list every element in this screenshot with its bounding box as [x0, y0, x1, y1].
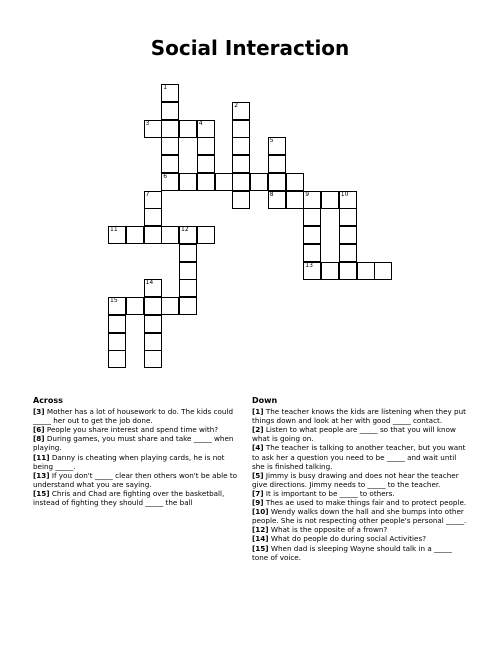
grid-cell[interactable] — [144, 333, 162, 351]
grid-cell[interactable] — [321, 191, 339, 209]
clue-number: 8 — [269, 190, 274, 198]
grid-cell[interactable] — [357, 262, 375, 280]
down-clue — [252, 525, 467, 534]
across-clue — [33, 434, 245, 452]
grid-cell[interactable] — [232, 102, 250, 120]
down-heading: Down — [252, 396, 278, 405]
grid-cell[interactable] — [144, 279, 162, 297]
clue-number: 1 — [163, 84, 168, 91]
grid-cell[interactable] — [179, 279, 197, 297]
grid-cell[interactable] — [179, 226, 197, 244]
clue-number-label: [5] — [252, 470, 264, 480]
down-clue — [252, 471, 467, 489]
grid-cell[interactable] — [232, 137, 250, 155]
grid-cell[interactable] — [161, 173, 179, 191]
grid-cell[interactable] — [126, 226, 144, 244]
grid-cell[interactable] — [232, 191, 250, 209]
grid-cell[interactable] — [179, 120, 197, 138]
clue-number-label: [2] — [252, 425, 264, 435]
grid-cell[interactable] — [108, 333, 126, 351]
grid-cell[interactable] — [232, 120, 250, 138]
grid-cell[interactable] — [339, 244, 357, 262]
across-clue — [33, 453, 245, 471]
across-clue — [33, 471, 245, 489]
down-clue-list — [252, 407, 467, 562]
grid-cell[interactable] — [268, 137, 286, 155]
grid-cell[interactable] — [126, 297, 144, 315]
grid-cell[interactable] — [232, 155, 250, 173]
grid-cell[interactable] — [179, 173, 197, 191]
grid-cell[interactable] — [339, 262, 357, 280]
across-clue — [33, 425, 245, 434]
clue-text: If you don't _____ clear then others won't be able to understand what you are saying. — [33, 470, 238, 489]
grid-cell[interactable] — [144, 208, 162, 226]
grid-cell[interactable] — [144, 315, 162, 333]
grid-cell[interactable] — [268, 155, 286, 173]
grid-cell[interactable] — [108, 226, 126, 244]
clue-text: The teacher is talking to another teacher, but you want to ask her a question you need to be _____ and wait until she is finished talking. — [252, 443, 466, 471]
clue-number-label: [14] — [252, 534, 269, 544]
puzzle-title: Social Interaction — [150, 36, 350, 60]
grid-cell[interactable] — [303, 191, 321, 209]
grid-cell[interactable] — [250, 173, 268, 191]
grid-cell[interactable] — [161, 297, 179, 315]
grid-cell[interactable] — [303, 208, 321, 226]
clue-number: 13 — [305, 261, 313, 269]
grid-cell[interactable] — [161, 120, 179, 138]
grid-cell[interactable] — [179, 244, 197, 262]
down-clue — [252, 507, 467, 525]
down-clue — [252, 425, 467, 443]
grid-cell[interactable] — [374, 262, 392, 280]
grid-cell[interactable] — [144, 120, 162, 138]
grid-cell[interactable] — [161, 102, 179, 120]
clue-number: 3 — [145, 119, 150, 127]
grid-cell[interactable] — [286, 191, 304, 209]
clue-number-label: [4] — [252, 443, 264, 453]
grid-cell[interactable] — [144, 191, 162, 209]
clue-text: Wendy walks down the hall and she bumps into other people. She is not respecting other people's personal _____. — [252, 507, 467, 526]
clue-number-label: [1] — [252, 407, 264, 417]
grid-cell[interactable] — [339, 191, 357, 209]
clue-text: What is the opposite of a frown? — [268, 525, 388, 535]
grid-cell[interactable] — [161, 226, 179, 244]
clue-text: Thes ae used to make things fair and to protect people. — [263, 498, 467, 508]
grid-cell[interactable] — [197, 137, 215, 155]
clue-number: 7 — [145, 190, 150, 198]
grid-cell[interactable] — [215, 173, 233, 191]
clue-number-label: [3] — [33, 407, 45, 417]
clue-text: Danny is cheating when playing cards, he is not being _____. — [33, 452, 225, 471]
clue-text: During games, you must share and take _____ when playing. — [33, 434, 234, 453]
down-clue — [252, 407, 467, 425]
clue-number-label: [6] — [33, 425, 45, 435]
clue-number: 9 — [305, 190, 310, 198]
grid-cell[interactable] — [197, 173, 215, 191]
clue-number-label: [15] — [252, 543, 269, 553]
clue-number-label: [10] — [252, 507, 269, 517]
clue-number: 15 — [110, 297, 118, 304]
grid-cell[interactable] — [179, 297, 197, 315]
clue-number-label: [15] — [33, 488, 50, 498]
grid-cell[interactable] — [179, 262, 197, 280]
clue-number-label: [12] — [252, 525, 269, 535]
clue-number: 5 — [269, 137, 274, 145]
clue-text: It is important to be _____ to others. — [263, 488, 395, 498]
down-clue — [252, 443, 467, 470]
grid-cell[interactable] — [161, 84, 179, 102]
clue-text: Jimmy is busy drawing and does not hear the teacher give directions. Jimmy needs to _____ to the teacher. — [252, 470, 459, 489]
down-clue — [252, 544, 467, 562]
clue-text: The teacher knows the kids are listening when they put things down and look at her with good _____ contact. — [252, 407, 466, 426]
grid-cell[interactable] — [197, 120, 215, 138]
across-clues — [33, 396, 245, 507]
clue-number: 14 — [145, 279, 154, 287]
clue-text: Mother has a lot of housework to do. The kids could _____ her out to get the job done. — [33, 407, 234, 426]
clue-number-label: [9] — [252, 498, 264, 508]
clue-number-label: [11] — [33, 452, 50, 462]
grid-cell[interactable] — [339, 208, 357, 226]
grid-cell[interactable] — [108, 350, 126, 368]
grid-cell[interactable] — [161, 137, 179, 155]
grid-cell[interactable] — [339, 226, 357, 244]
grid-cell[interactable] — [286, 173, 304, 191]
grid-cell[interactable] — [268, 173, 286, 191]
grid-cell[interactable] — [268, 191, 286, 209]
clue-number-label: [8] — [33, 434, 45, 444]
grid-cell[interactable] — [303, 226, 321, 244]
grid-cell[interactable] — [108, 297, 126, 315]
clue-number: 12 — [181, 226, 189, 233]
across-clue — [33, 407, 245, 425]
clue-text: What do people do during social Activities? — [268, 534, 427, 544]
grid-cell[interactable] — [197, 155, 215, 173]
clue-text: People you share interest and spend time with? — [44, 425, 219, 435]
across-clue-list — [33, 407, 245, 507]
clue-number-label: [13] — [33, 470, 50, 480]
clue-number: 11 — [110, 226, 118, 233]
grid-cell[interactable] — [144, 350, 162, 368]
clue-number: 2 — [234, 101, 239, 109]
clue-text: When dad is sleeping Wayne should talk in a _____ tone of voice. — [252, 543, 452, 562]
grid-cell[interactable] — [161, 155, 179, 173]
grid-cell[interactable] — [108, 315, 126, 333]
clue-number-label: [7] — [252, 488, 264, 498]
clue-text: Listen to what people are _____ so that you will know what is going on. — [252, 425, 456, 444]
down-clue — [252, 498, 467, 507]
grid-cell[interactable] — [321, 262, 339, 280]
grid-cell[interactable] — [232, 173, 250, 191]
down-clue — [252, 489, 467, 498]
grid-cell[interactable] — [303, 244, 321, 262]
clue-number: 10 — [340, 190, 349, 198]
across-heading: Across — [33, 396, 63, 405]
clue-number: 4 — [198, 119, 203, 127]
grid-cell[interactable] — [197, 226, 215, 244]
clue-number: 6 — [163, 172, 168, 180]
down-clue — [252, 534, 467, 543]
grid-cell[interactable] — [303, 262, 321, 280]
grid-cell[interactable] — [144, 297, 162, 315]
down-clues — [252, 396, 467, 562]
clue-text: Chris and Chad are fighting over the basketball, instead of fighting they should _____ the ball — [33, 488, 225, 508]
grid-cell[interactable] — [144, 226, 162, 244]
across-clue — [33, 489, 245, 507]
